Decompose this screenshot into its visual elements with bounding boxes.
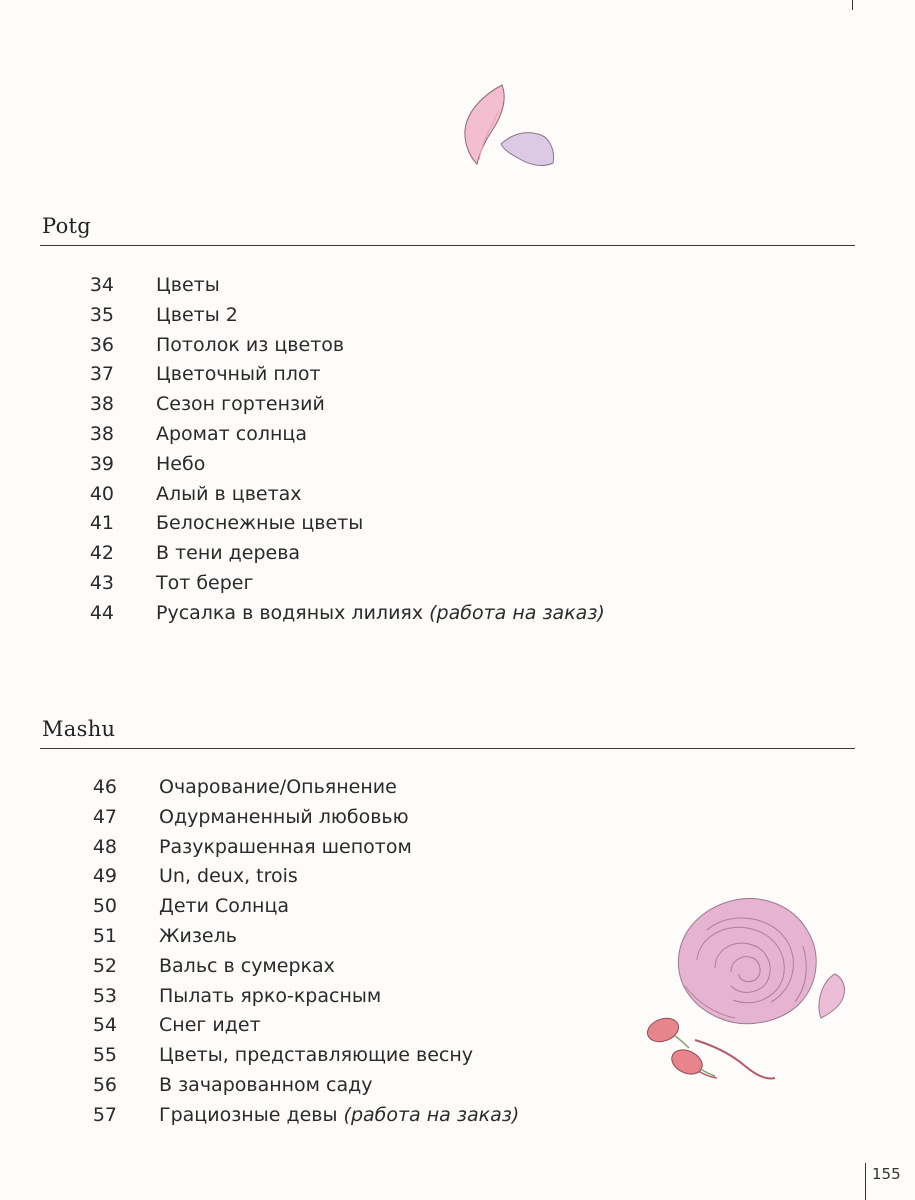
toc-entry-title-text: В тени дерева: [156, 542, 301, 565]
toc-entry: [0, 389, 915, 419]
toc-entry: [0, 568, 915, 598]
toc-page-number: 54: [92, 1014, 117, 1037]
falling-petal-icon: [819, 974, 845, 1018]
toc-entry-title-text: В зачарованном саду: [159, 1074, 373, 1096]
toc-page-number: 39: [89, 452, 114, 475]
toc-page-number: 46: [92, 776, 117, 798]
toc-section-mashu: [40, 715, 855, 749]
toc-entry-title: [156, 598, 605, 628]
toc-entry: [0, 772, 915, 802]
toc-entry: [0, 419, 915, 449]
toc-entry-title: [159, 1100, 519, 1130]
toc-entry-title-text: Цветы, представляющие весну: [159, 1044, 473, 1067]
toc-page-number: 53: [92, 984, 117, 1007]
toc-entry-title-text: Сезон гортензий: [156, 393, 325, 416]
toc-entry-title-text: Русалка в водяных лилиях: [156, 601, 424, 624]
toc-entry-title-text: Цветочный плот: [156, 363, 321, 386]
crop-mark: [852, 0, 853, 10]
pink-petal-icon: [465, 85, 504, 164]
rose-icon: [678, 898, 816, 1023]
toc-entry-title-text: Небо: [156, 452, 206, 475]
toc-page-number: 38: [89, 423, 114, 445]
toc-entry-title-text: Цветы 2: [156, 303, 238, 326]
toc-entry-title: [159, 1010, 261, 1040]
toc-page-number: 43: [89, 572, 114, 594]
toc-page-number: 47: [92, 805, 117, 828]
toc-entry: [0, 1100, 915, 1130]
toc-entry-title-text: Цветы: [156, 274, 220, 296]
toc-page-number: 44: [89, 601, 114, 624]
toc-entry-title-text: Потолок из цветов: [156, 333, 345, 356]
toc-entry-title-text: Жизель: [159, 925, 237, 947]
toc-entry-title: [159, 891, 289, 921]
toc-page-number: 37: [89, 363, 114, 386]
toc-page-number: 38: [89, 393, 114, 416]
toc-entry-title-text: Тот берег: [156, 572, 254, 594]
lilac-petal-icon: [501, 133, 554, 166]
toc-entry-title: [159, 951, 335, 981]
toc-entry: [0, 479, 915, 509]
toc-page-number: 42: [89, 542, 114, 565]
toc-entry-title: [156, 389, 325, 419]
toc-page-number: 56: [92, 1074, 117, 1096]
toc-entry-title-text: Одурманенный любовью: [159, 805, 409, 828]
section-title: Potg: [42, 214, 92, 238]
folio-divider: [865, 1163, 866, 1200]
petals-illustration: [455, 80, 565, 170]
toc-entry-title: [159, 772, 397, 802]
page-number: 155: [872, 1165, 901, 1183]
toc-entry: [0, 802, 915, 832]
toc-entry: [0, 359, 915, 389]
toc-entry: [0, 598, 915, 628]
toc-entry-title-text: Дети Солнца: [159, 895, 290, 918]
toc-entry: [0, 832, 915, 862]
toc-page-number: 55: [92, 1044, 117, 1067]
toc-entry-title: [156, 568, 253, 598]
toc-entry-title: [156, 449, 205, 479]
toc-entry-title: [156, 270, 220, 300]
toc-entry: [0, 538, 915, 568]
toc-entry-title: [159, 861, 298, 891]
toc-entry-title-text: Очарование/Опьянение: [159, 776, 397, 798]
toc-entry-title-text: Пылать ярко-красным: [159, 984, 382, 1007]
toc-entry-title: [156, 479, 302, 509]
section-divider: [40, 245, 855, 246]
toc-entry-title: [156, 538, 300, 568]
toc-page-number: 57: [92, 1103, 117, 1126]
toc-entry-title: [159, 1040, 473, 1070]
toc-page-number: 48: [92, 835, 117, 858]
toc-entry: [0, 330, 915, 360]
toc-page-number: 36: [89, 333, 114, 356]
toc-entry-title: [156, 300, 238, 330]
toc-entry: [0, 300, 915, 330]
toc-section-potg: [40, 212, 855, 246]
toc-entry-title: [159, 802, 409, 832]
toc-entry-note: (работа на заказ): [343, 1103, 520, 1126]
toc-entry: [0, 270, 915, 300]
toc-entry-title-text: Разукрашенная шепотом: [159, 835, 412, 858]
toc-entry-title: [156, 419, 307, 449]
section-divider: [40, 748, 855, 749]
toc-entry-title-text: Аромат солнца: [156, 423, 307, 445]
toc-entry-title-text: Снег идет: [159, 1014, 261, 1037]
toc-entry-title-text: Грациозные девы: [159, 1103, 338, 1126]
toc-entry-title-text: Алый в цветах: [156, 482, 302, 505]
section-title: Mashu: [42, 717, 116, 741]
rose-illustration: [635, 890, 860, 1095]
toc-entry-title-text: Белоснежные цветы: [156, 512, 364, 535]
toc-page-number: 49: [92, 865, 117, 888]
toc-page-number: 41: [89, 512, 114, 535]
toc-page-number: 34: [89, 274, 114, 296]
toc-entry: [0, 861, 915, 891]
toc-page-number: 52: [92, 954, 117, 977]
toc-page-number: 50: [92, 895, 117, 918]
toc-page-number: 51: [92, 925, 117, 947]
toc-entry: [0, 449, 915, 479]
buds-icon: [644, 1014, 775, 1079]
toc-entry-title-text: Вальс в сумерках: [159, 954, 335, 977]
toc-entry-title: [159, 921, 237, 951]
toc-entry-title-text: Un, deux, trois: [159, 865, 298, 888]
toc-entry-title: [156, 330, 344, 360]
toc-entry-title: [159, 832, 412, 862]
toc-entry-title: [156, 359, 321, 389]
toc-entry-title: [156, 508, 363, 538]
toc-entry: [0, 508, 915, 538]
toc-entry-title: [159, 981, 381, 1011]
toc-page-number: 35: [89, 303, 114, 326]
toc-page-number: 40: [89, 482, 114, 505]
toc-entry-note: (работа на заказ): [429, 601, 605, 624]
toc-entry-title: [159, 1070, 373, 1100]
